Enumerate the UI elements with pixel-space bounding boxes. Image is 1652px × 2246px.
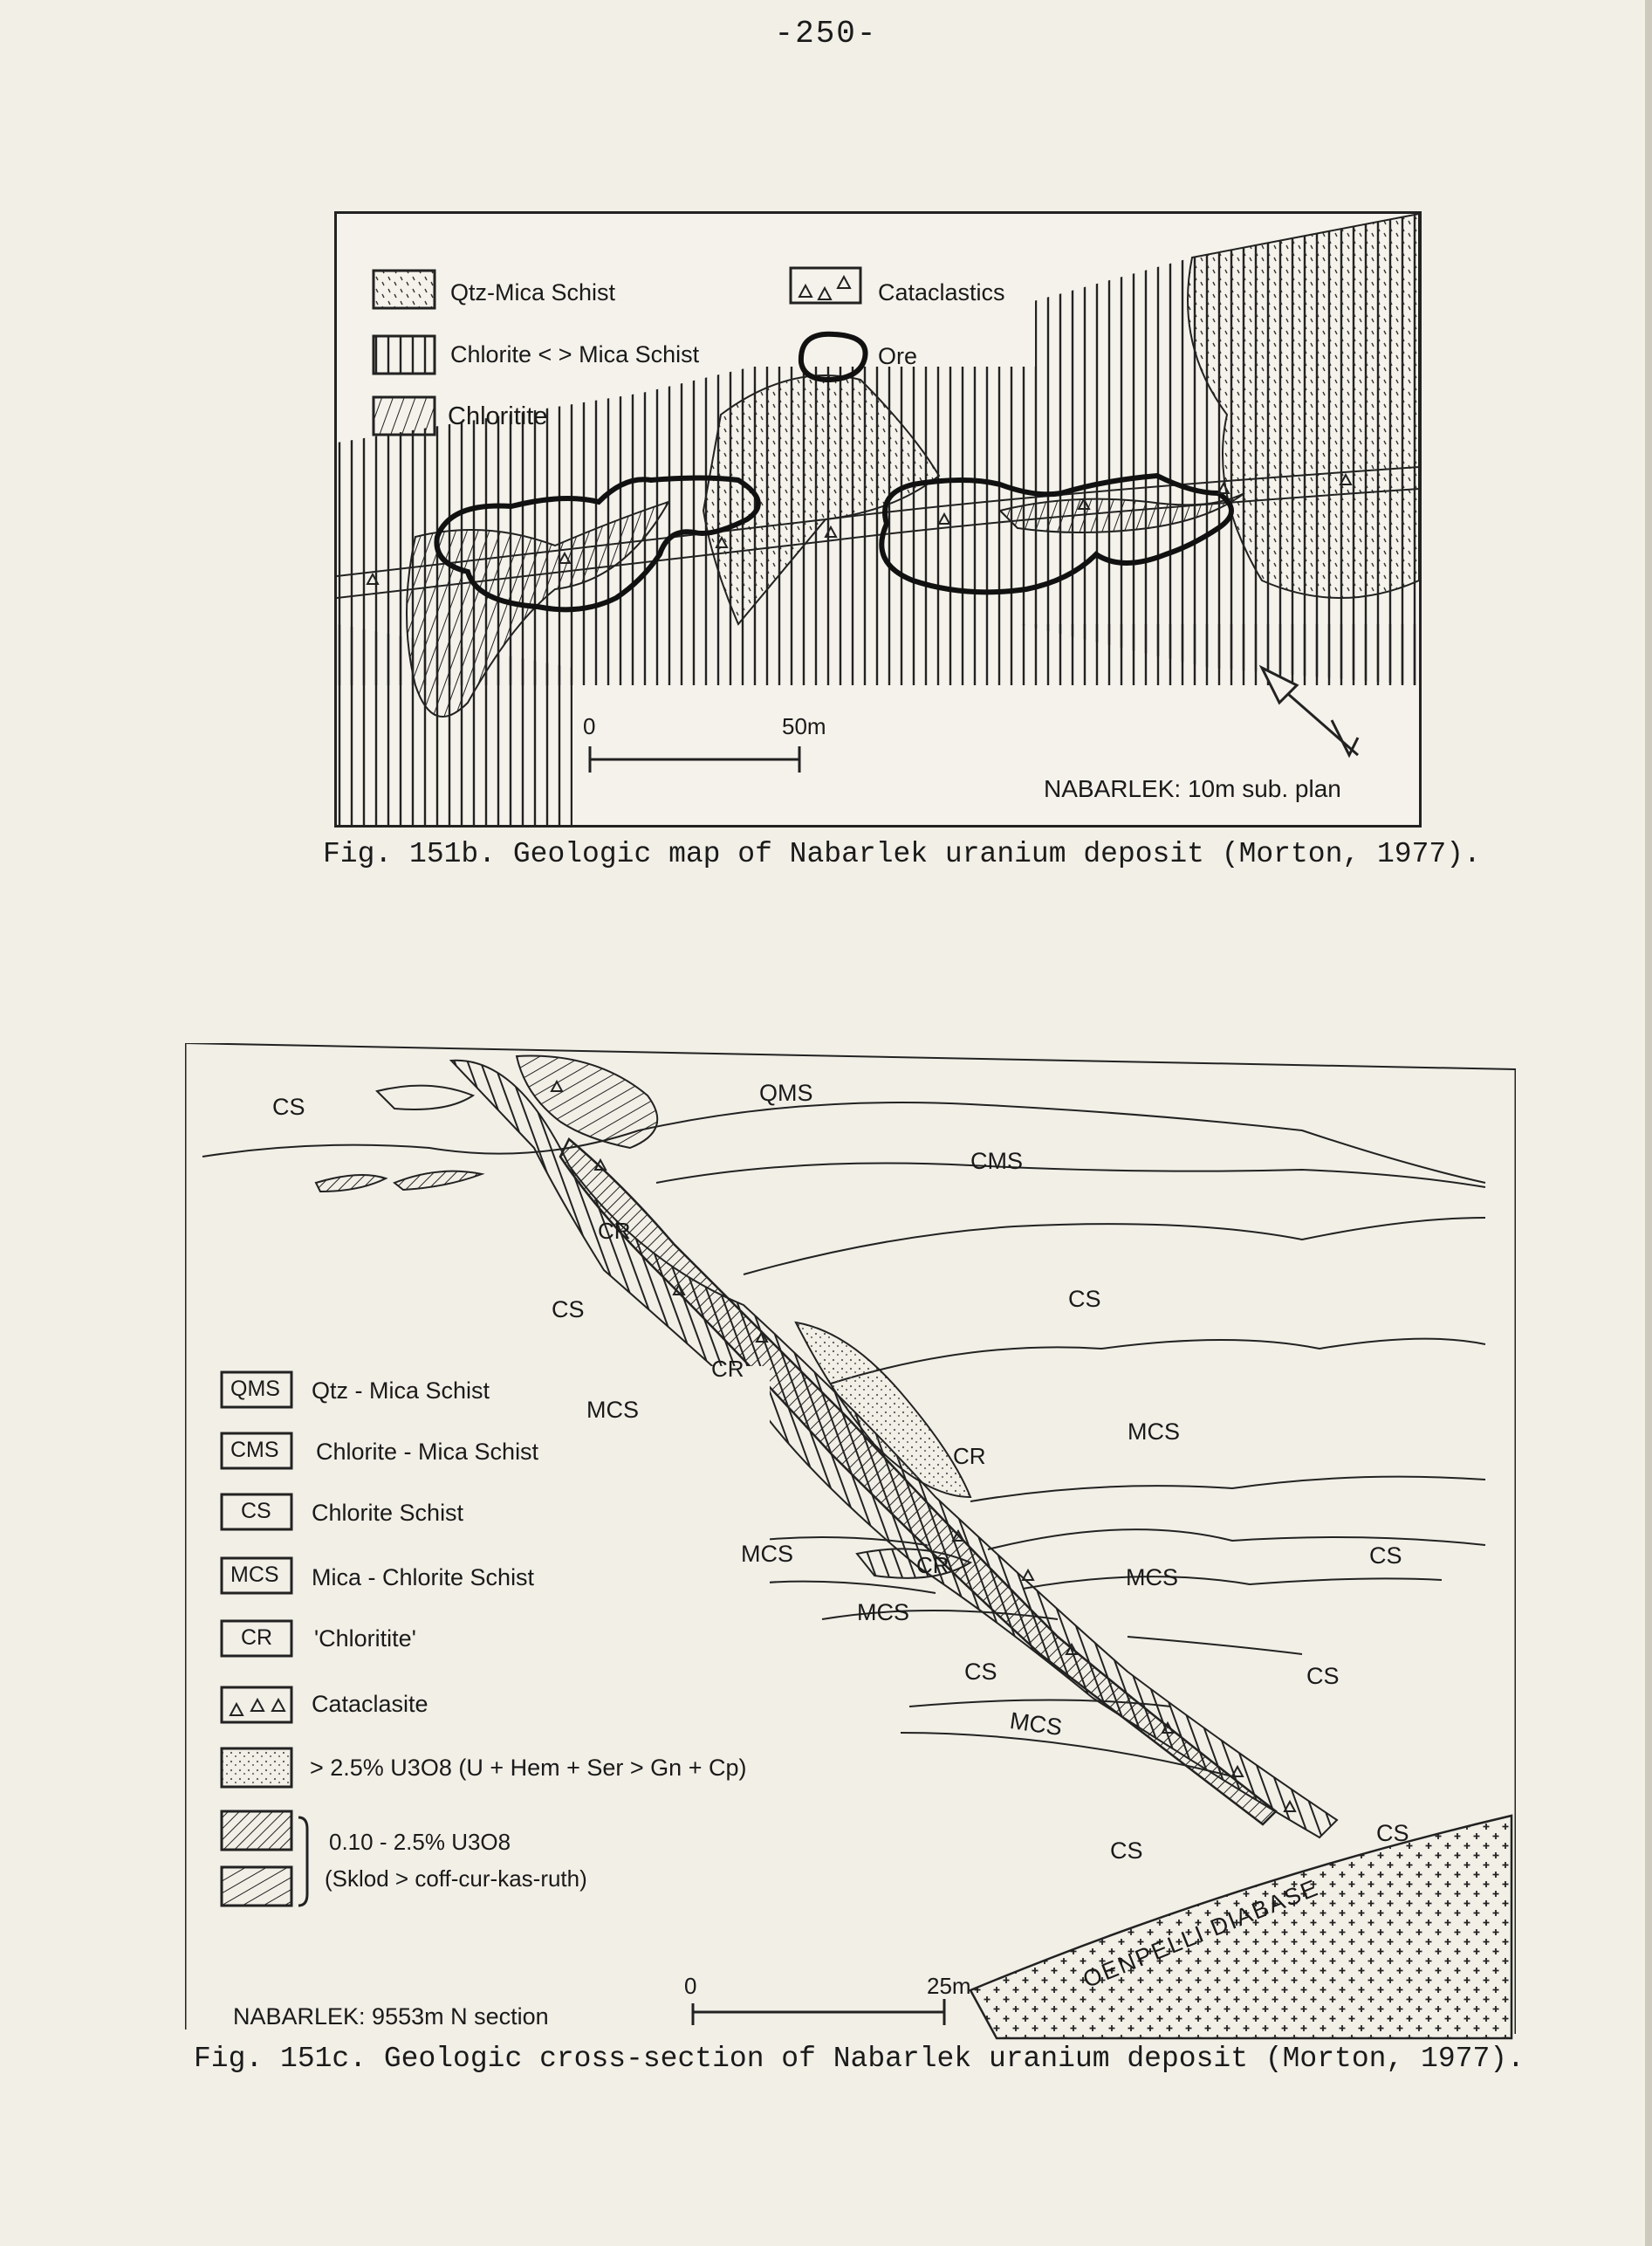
unit-label-mcs: MCS: [586, 1397, 639, 1423]
legend-ore: Ore: [878, 343, 918, 369]
legend-cataclasite: Cataclasite: [312, 1691, 428, 1717]
legend-chlorite-mica-schist: Chlorite < > Mica Schist: [450, 341, 700, 367]
section-label: NABARLEK: 9553m N section: [233, 2003, 549, 2030]
legend-cataclastics: Cataclastics: [878, 279, 1005, 306]
scale-end-label: 50m: [782, 713, 826, 739]
unit-label-cs: CS: [552, 1296, 585, 1322]
legend-code-cr: CR: [241, 1625, 273, 1650]
legend-low-grade-mineralogy: (Sklod > coff-cur-kas-ruth): [325, 1865, 587, 1892]
figure-c-drawing: [185, 1043, 1516, 2064]
unit-label-mcs: MCS: [1128, 1418, 1180, 1445]
figure-b-caption: Fig. 151b. Geologic map of Nabarlek uranium deposit (Morton, 1977).: [323, 838, 1481, 870]
unit-label-mcs: MCS: [741, 1541, 793, 1567]
unit-label-cms: CMS: [970, 1148, 1023, 1174]
figure-b-map: [334, 211, 1422, 828]
legend-mica-chlorite-schist: Mica - Chlorite Schist: [312, 1564, 535, 1590]
unit-label-cr: CR: [711, 1356, 744, 1382]
plan-label: NABARLEK: 10m sub. plan: [1044, 775, 1341, 802]
figure-c-section: [185, 1043, 1516, 2064]
unit-label-mcs: MCS: [1126, 1564, 1178, 1590]
scale-end-label: 25m: [927, 1973, 971, 1999]
unit-label-cr: CR: [916, 1552, 949, 1578]
unit-label-cs: CS: [1068, 1286, 1101, 1312]
page-number: -250-: [774, 16, 878, 52]
diabase-label: OENPELLI DIABASE: [1079, 1874, 1323, 1994]
scale-start-label: 0: [684, 1973, 697, 1999]
unit-label-cs: CS: [964, 1659, 997, 1685]
unit-label-cs: CS: [1376, 1820, 1409, 1846]
legend-high-grade: > 2.5% U3O8 (U + Hem + Ser > Gn + Cp): [310, 1755, 747, 1781]
unit-label-qms: QMS: [759, 1080, 813, 1106]
legend-chlorite-schist: Chlorite Schist: [312, 1500, 464, 1526]
legend-code-mcs: MCS: [230, 1563, 279, 1587]
unit-label-cs: CS: [1369, 1542, 1402, 1569]
legend-low-grade: 0.10 - 2.5% U3O8: [329, 1829, 511, 1855]
legend-code-cms: CMS: [230, 1438, 279, 1462]
legend-chloritite: 'Chloritite': [314, 1625, 416, 1652]
unit-label-mcs: MCS: [1008, 1707, 1064, 1741]
figure-c-caption: Fig. 151c. Geologic cross-section of Nabarlek uranium deposit (Morton, 1977).: [194, 2043, 1525, 2075]
legend-chloritite: Chloritite: [448, 402, 548, 430]
scale-start-label: 0: [583, 713, 596, 739]
legend-code-qms: QMS: [230, 1377, 280, 1401]
unit-label-cr: CR: [953, 1443, 986, 1469]
unit-label-cs: CS: [1110, 1837, 1143, 1864]
unit-label-mcs: MCS: [857, 1599, 909, 1625]
legend-chlorite-mica-schist: Chlorite - Mica Schist: [316, 1439, 539, 1465]
unit-label-cr: CR: [598, 1218, 631, 1244]
legend-qtz-mica-schist: Qtz - Mica Schist: [312, 1377, 490, 1404]
page-edge: [1645, 0, 1652, 2246]
legend-code-cs: CS: [241, 1499, 271, 1523]
unit-label-cs: CS: [272, 1094, 305, 1120]
legend-qtz-mica-schist: Qtz-Mica Schist: [450, 279, 616, 306]
unit-label-cs: CS: [1306, 1663, 1340, 1689]
